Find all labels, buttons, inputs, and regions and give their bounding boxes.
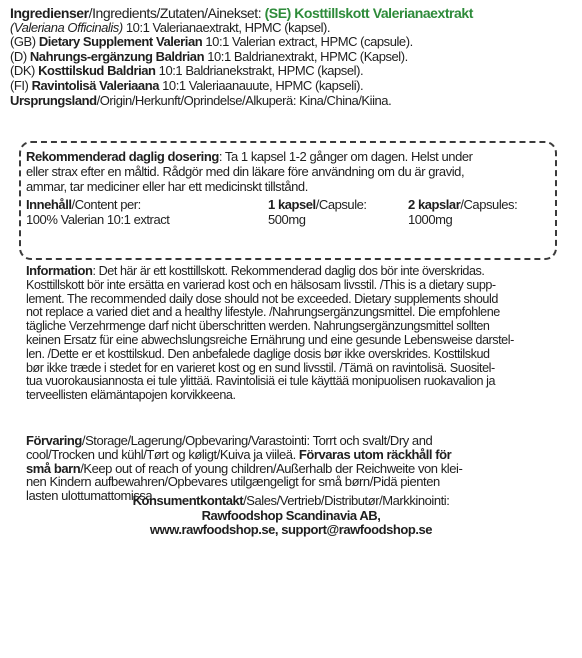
ingredients-se-line (10, 21, 576, 36)
two-capsules-label: 2 kapslar (408, 197, 461, 212)
dk-product-name: Kosttilskud Baldrian (38, 63, 156, 79)
info-line-8: bør ikke træde i stedet for en varieret kost og en sund livsstil. /Tämä on ravintolisä. Suositel- (26, 360, 495, 375)
keep-away-warning: Förvaras utom räckhåll för (298, 446, 452, 462)
two-capsules-rest: /Capsules: (460, 197, 518, 212)
ingredients-section (10, 6, 576, 108)
one-capsule-rest: /Capsule: (315, 197, 367, 212)
content-header-label (26, 198, 141, 213)
d-ingredients: 10:1 Baldrianextrakt, HPMC (Kapsel). (204, 48, 408, 64)
contact-section (0, 494, 582, 538)
info-line-1 (26, 264, 558, 279)
info-line-9: tua vuorokausiannosta ei tule ylittää. Ravintolisiä ei tule käyttää monipuolisen ruokavalion ja (26, 374, 495, 389)
gb-prefix: (GB) (10, 34, 39, 50)
latin-name: (Valeriana Officinalis) (10, 19, 123, 35)
info-line-7: len. /Dette er et kosttilskud. Den anbefalede daglige dosis bør ikke overskrides. Kosttilskud (26, 346, 490, 361)
fi-ingredients: 10:1 Valeriaanauute, HPMC (kapseli). (158, 77, 364, 93)
information-label: Information (26, 263, 93, 278)
ingredients-se-text: 10:1 Valerianaextrakt, HPMC (kapsel). (122, 19, 331, 35)
ingredients-label: Ingredienser (10, 5, 89, 21)
contact-label-rest: /Sales/Vertrieb/Distributør/Markkinointi: (243, 493, 450, 508)
d-product-name: Nahrungs-ergänzung Baldrian (29, 48, 205, 64)
gb-ingredients: 10:1 Valerian extract, HPMC (capsule). (202, 34, 413, 50)
contact-label: Konsumentkontakt (132, 493, 244, 508)
dosage-line-1 (26, 150, 558, 165)
fi-product-name: Ravintolisä Valeriaana (31, 77, 159, 93)
ingredients-gb-line (10, 35, 576, 50)
company-name: Rawfoodshop Scandinavia AB, (201, 507, 381, 523)
storage-line-1-text: /Storage/Lagerung/Opbevaring/Varastointi: Torrt och svalt/Dry and (81, 433, 433, 448)
ingredients-dk-line (10, 64, 576, 79)
content-ingredient: 100% Valerian 10:1 extract (26, 212, 170, 227)
origin-text: /Origin/Herkunft/Oprindelse/Alkuperä: Kina/China/Kiina. (96, 92, 392, 108)
dosage-line-3: ammar, tar mediciner eller har ett medicinskt tillstånd. (26, 178, 308, 194)
info-line-4: not replace a varied diet and a healthy lifestyle. /Nahrungsergänzungsmittel. Die empfohlene (26, 305, 500, 320)
info-line-3: lement. The recommended daily dose should not be exceeded. Dietary supplements should (26, 291, 498, 306)
gb-product-name: Dietary Supplement Valerian (38, 34, 203, 50)
info-line-1-text: : Det här är ett kosttillskott. Rekommenderad daglig dos bör inte överskridas. (92, 264, 485, 278)
keep-away-warning-cont: små barn (26, 460, 81, 476)
dk-prefix: (DK) (10, 63, 39, 79)
dosage-instruction: : Ta 1 kapsel 1-2 gånger om dagen. Helst under (218, 149, 473, 164)
ingredients-d-line (10, 50, 576, 65)
web-and-email: www.rawfoodshop.se, support@rawfoodshop.se (149, 522, 433, 538)
contact-line-1 (0, 494, 582, 509)
storage-label: Förvaring (26, 433, 82, 448)
content-label-rest: /Content per: (71, 197, 141, 212)
info-line-5: tägliche Verzehrmenge darf nicht überschritten werden. Nahrungsergänzungsmittel sollten (26, 319, 490, 334)
amount-two-capsules: 1000mg (408, 212, 453, 227)
ingredients-fi-line (10, 79, 576, 94)
storage-line-3 (26, 462, 558, 476)
dosage-line-2: eller strax efter en måltid. Rådgör med din läkare före användning om du är gravid, (26, 163, 465, 179)
two-capsules-header (408, 198, 517, 213)
storage-line-5: lasten ulottumattomissa. (26, 488, 156, 504)
dosage-text (26, 150, 558, 194)
ingredients-heading-line (10, 6, 576, 21)
information-section (26, 264, 558, 403)
one-capsule-label: 1 kapsel (268, 197, 316, 212)
origin-label: Ursprungsland (10, 92, 97, 108)
d-prefix: (D) (10, 48, 30, 64)
dosage-label: Rekommenderad daglig dosering (26, 149, 219, 164)
storage-line-1 (26, 434, 558, 448)
info-line-6: keinen Ersatz für eine abwechslungsreiche Ernährung und eine gesunde Lebensweise darstel- (26, 332, 514, 347)
one-capsule-header (268, 198, 367, 213)
storage-line-2-text: cool/Trocken und kühl/Tørt og køligt/Kuiva ja viileä. (26, 446, 299, 462)
origin-line (10, 94, 576, 109)
storage-line-2 (26, 448, 558, 462)
storage-line-4: nen Kindern aufbewahren/Opbevares utilgængeligt for små børn/Pidä pienten (26, 474, 440, 490)
ingredients-label-translations: /Ingredients/Zutaten/Ainekset: (88, 5, 265, 21)
content-label: Innehåll (26, 197, 72, 212)
fi-prefix: (FI) (10, 77, 32, 93)
info-line-2: Kosttillskott bör inte ersätta en varierad kost och en hälsosam livsstil. /This is a dietary supp- (26, 277, 496, 292)
amount-one-capsule: 500mg (268, 212, 306, 227)
storage-line-3-text: /Keep out of reach of young children/Außerhalb der Reichweite von klei- (80, 460, 463, 476)
dk-ingredients: 10:1 Baldrianekstrakt, HPMC (kapsel). (155, 63, 364, 79)
product-name-se: (SE) Kosttillskott Valerianaextrakt (264, 5, 473, 21)
info-line-10: terveellisten elämäntapojen korvikkeena. (26, 388, 236, 403)
